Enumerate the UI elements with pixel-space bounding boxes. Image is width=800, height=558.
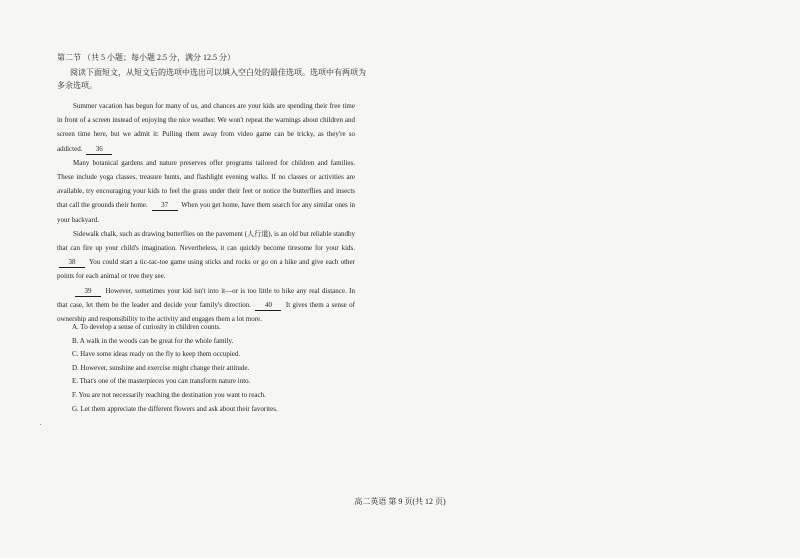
blank-40: 40 xyxy=(255,301,281,311)
section-title: 第二节 （共 5 小题；每小题 2.5 分，满分 12.5 分） xyxy=(57,53,235,62)
passage xyxy=(57,99,355,326)
paragraph-text: However, sometimes your kid isn't into it—or is too little to hike any real distance. In that case, let them be the leader and decide your family's direction. xyxy=(57,286,355,309)
blank-39: 39 xyxy=(75,287,101,297)
passage-paragraph xyxy=(57,156,355,227)
paragraph-text: Many botanical gardens and nature preserves offer programs tailored for children and families. These include yoga classes, treasure hunts, and flashlight evening walks. If no classes or activities are available, try encouraging your kids to feel the grass under their feet or notice the butterflies and insects that call the grounds their home. xyxy=(57,158,355,210)
paragraph-text: Summer vacation has begun for many of us, and chances are your kids are spending their free time in front of a screen instead of enjoying the nice weather. We won't repeat the warnings about children and screen time here, but we admit it: Pulling them away from video game can be tricky, as they're so addicted. xyxy=(57,102,355,153)
option-g: G. Let them appreciate the different flowers and ask about their favorites. xyxy=(72,404,278,413)
paragraph-text: You could start a tic-tac-toe game using sticks and rocks or go on a hike and give each other points for each animal or tree they see. xyxy=(57,258,355,281)
paragraph-text: Sidewalk chalk, such as drawing butterflies on the pavement (人行道), is an old but reliable standby that can fire up your child's imagination. Nevertheless, it can quickly become tiresome for your kids. xyxy=(57,229,355,253)
blank-36: 36 xyxy=(86,145,112,155)
options-list xyxy=(72,321,278,416)
option-b: B. A walk in the woods can be great for the whole family. xyxy=(72,336,234,345)
option-e: E. That's one of the masterpieces you can transform nature into. xyxy=(72,377,251,386)
page-footer: 高二英语 第 9 页(共 12 页) xyxy=(354,497,446,506)
blank-37: 37 xyxy=(152,201,178,211)
passage-paragraph xyxy=(57,227,355,284)
option-f: F. You are not necessarily reaching the destination you want to reach. xyxy=(72,390,266,399)
scan-speck xyxy=(40,424,41,425)
option-d: D. However, sunshine and exercise might change their attitude. xyxy=(72,363,250,372)
passage-paragraph xyxy=(57,284,355,327)
passage-paragraph xyxy=(57,99,355,156)
blank-38: 38 xyxy=(59,258,85,268)
option-a: A. To develop a sense of curiosity in children counts. xyxy=(72,323,221,331)
option-c: C. Have some ideas ready on the fly to keep them occupied. xyxy=(72,350,241,359)
paragraph-text: It gives them a sense of ownership and responsibility to the activity and engages them a lot more. xyxy=(57,300,356,324)
section-instructions: 阅读下面短文，从短文后的选项中选出可以填入空白处的最佳选项。选项中有两项为多余选项。 xyxy=(57,68,366,90)
paragraph-text: When you get home, have them search for any similar ones in your backyard. xyxy=(57,201,356,224)
